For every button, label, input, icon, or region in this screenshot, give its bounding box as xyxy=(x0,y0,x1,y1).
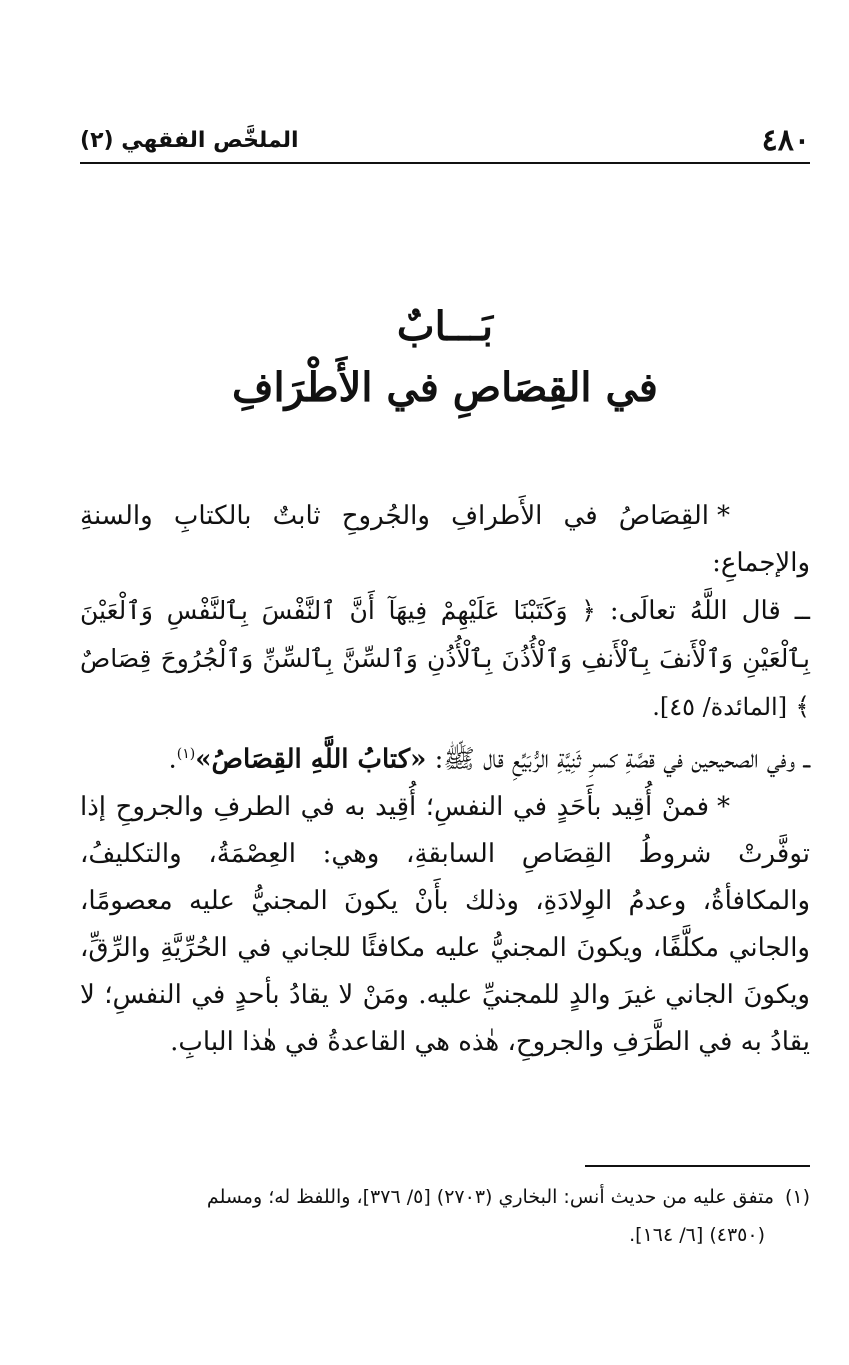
quran-lead: ــ قال اللَّهُ تعالَى: xyxy=(609,596,811,626)
paragraph-rule-text: فمنْ أُقِيد بأَحَدٍ في النفسِ؛ أُقِيد به في الطرفِ والجروحِ إذا توفَّرتْ شروطُ القِصَاصِ السابقةِ، وهي: العِصْمَةُ، والتكليفُ، والمكافأةُ، وعدمُ الوِلادَةِ، وذلك بأَنْ يكونَ المجنيُّ عليه معصومًا، والجاني مكلَّفًا، ويكونَ المجنيُّ عليه مكافئًا للجاني في الحُرِّيَّةِ والرِّقِّ، ويكونَ الجاني غيرَ والدٍ للمجنيِّ عليه. ومَنْ لا يقادُ بأحدٍ في النفسِ؛ لا يقادُ به في الطَّرَفِ والجروحِ، هٰذه هي القاعدةُ في هٰذا البابِ. xyxy=(80,791,810,1057)
footnote-text-continued: (٤٣٥٠) [٦/ ١٦٤]. xyxy=(629,1224,765,1246)
quran-reference: [المائدة/ ٤٥]. xyxy=(652,693,788,721)
paragraph-quran xyxy=(80,587,810,731)
paragraph-rule xyxy=(80,784,810,1066)
footnote-number: (١) xyxy=(784,1186,810,1208)
footnote-marker: (١) xyxy=(176,746,196,762)
page-number: ٤٨٠ xyxy=(761,122,810,158)
paragraph-intro-text: القِصَاصُ في الأَطرافِ والجُروحِ ثابتٌ بالكتابِ والسنةِ والإجماعِ: xyxy=(80,501,810,578)
footnote-rule xyxy=(585,1165,810,1167)
page-header xyxy=(80,120,810,160)
asterisk-marker: * xyxy=(717,791,730,822)
hadith-quote: «كتابُ اللَّهِ القِصَاصُ» xyxy=(195,744,427,775)
paragraph-hadith xyxy=(80,731,810,784)
chapter-title: في القِصَاصِ في الأَطْرَافِ xyxy=(232,364,658,411)
chapter-label: بَـــابٌ xyxy=(396,303,494,350)
footnote-text: متفق عليه من حديث أنس: البخاري (٢٧٠٣) [٥/ ٣٧٦]، واللفظ له؛ ومسلم xyxy=(206,1186,774,1208)
quran-verse: ﴿ وَكَتَبْنَا عَلَيْهِمْ فِيهَآ أَنَّ ٱلنَّفْسَ بِٱلنَّفْسِ وَٱلْعَيْنَ بِٱلْعَيْنِ وَٱلْأَنفَ بِٱلْأَنفِ وَٱلْأُذُنَ بِٱلْأُذُنِ وَٱلسِّنَّ بِٱلسِّنِّ وَٱلْجُرُوحَ قِصَاصٌ ﴾ xyxy=(80,596,810,721)
hadith-lead: ــ وفي الصحيحين في قصَّةِ كسرِ ثَنِيَّةِ الرُّبَيِّعِ قال ﷺ: xyxy=(434,744,810,775)
running-head: الملخَّص الفقهي (٢) xyxy=(80,127,299,153)
footnote xyxy=(80,1178,810,1254)
hadith-end: . xyxy=(168,744,177,775)
footnote-line xyxy=(80,1178,810,1216)
paragraph-intro xyxy=(80,493,810,587)
asterisk-marker: * xyxy=(717,501,730,531)
footnote-line xyxy=(80,1216,810,1254)
header-rule xyxy=(80,162,810,164)
body-text xyxy=(80,493,810,1066)
